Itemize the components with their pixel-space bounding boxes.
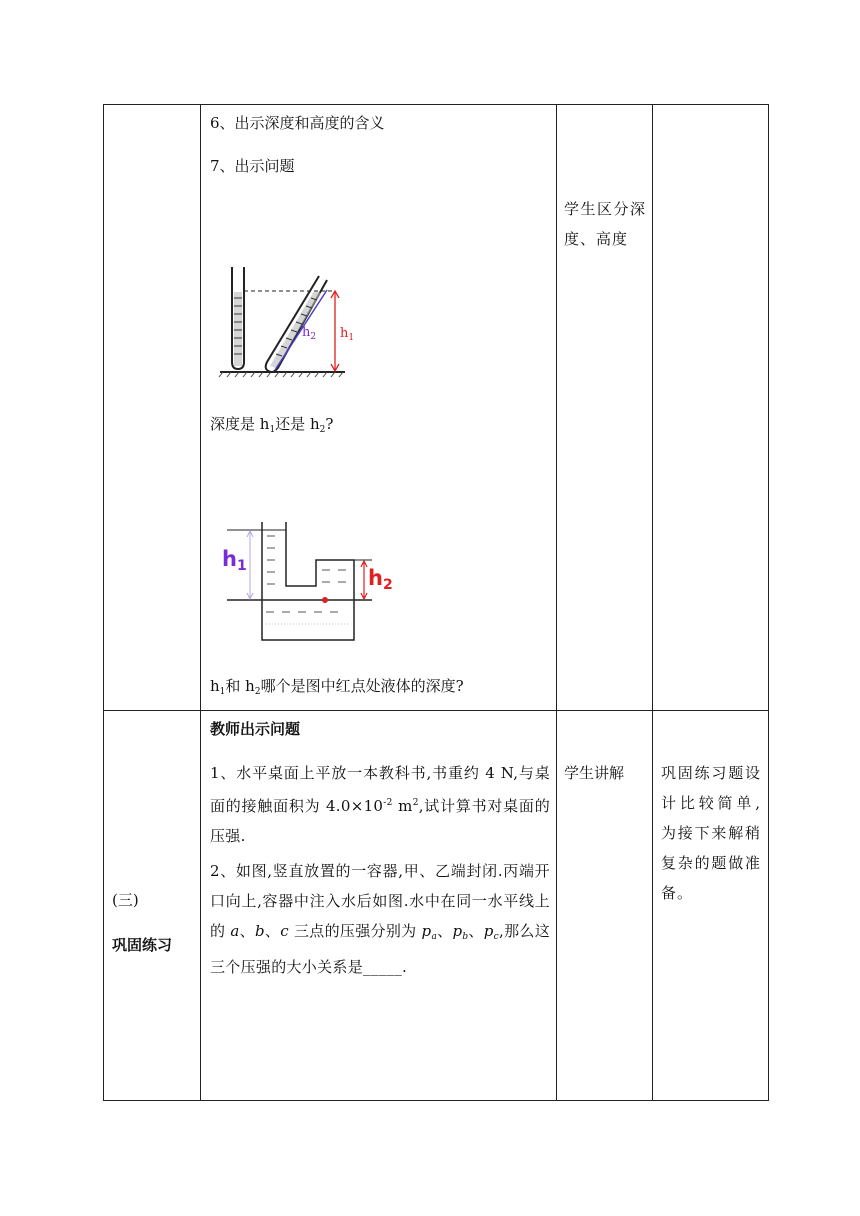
figure-container	[222, 518, 392, 648]
row-divider	[103, 710, 769, 711]
col-divider-3	[652, 104, 653, 1101]
fig2-h2-label: h2	[368, 566, 393, 593]
student-activity-1: 学生区分深度、高度	[564, 200, 646, 248]
col-divider-1	[200, 104, 201, 1101]
exercise-2: 2、如图,竖直放置的一容器,甲、乙端封闭.丙端开口向上,容器中注入水后如图.水中在同一水平线上的 a、b、c 三点的压强分别为 $p_a$、$p_b$、$p_c$,那么这三个压强的大小关系是_____.	[210, 862, 550, 976]
item-6: 6、出示深度和高度的含义	[210, 114, 385, 132]
fig1-h1-label: $h_1$	[340, 326, 355, 343]
col-divider-2	[556, 104, 557, 1101]
design-note: 巩固练习题设计比较简单,为接下来解稍复杂的题做准备。	[661, 764, 761, 902]
item-7: 7、出示问题	[210, 157, 295, 175]
fig2-h1-label: h1	[222, 547, 247, 574]
question-depth-1: 深度是 $h_1$还是 $h_2$?	[210, 415, 334, 435]
teacher-heading: 教师出示问题	[210, 720, 301, 738]
exercise-1: 1、水平桌面上平放一本教科书,书重约 4 N,与桌面的接触面积为 $4.0\times 10^{-2}$ $m^2$,试计算书对桌面的压强.	[210, 764, 550, 845]
student-activity-2: 学生讲解	[564, 764, 625, 782]
question-depth-2: $h_1$和 $h_2$哪个是图中红点处液体的深度?	[210, 677, 464, 697]
figure-tubes	[215, 262, 365, 382]
section-number: (三)	[112, 891, 139, 909]
fig1-h2-label: $h_2$	[302, 325, 317, 342]
section-title: 巩固练习	[112, 936, 173, 954]
